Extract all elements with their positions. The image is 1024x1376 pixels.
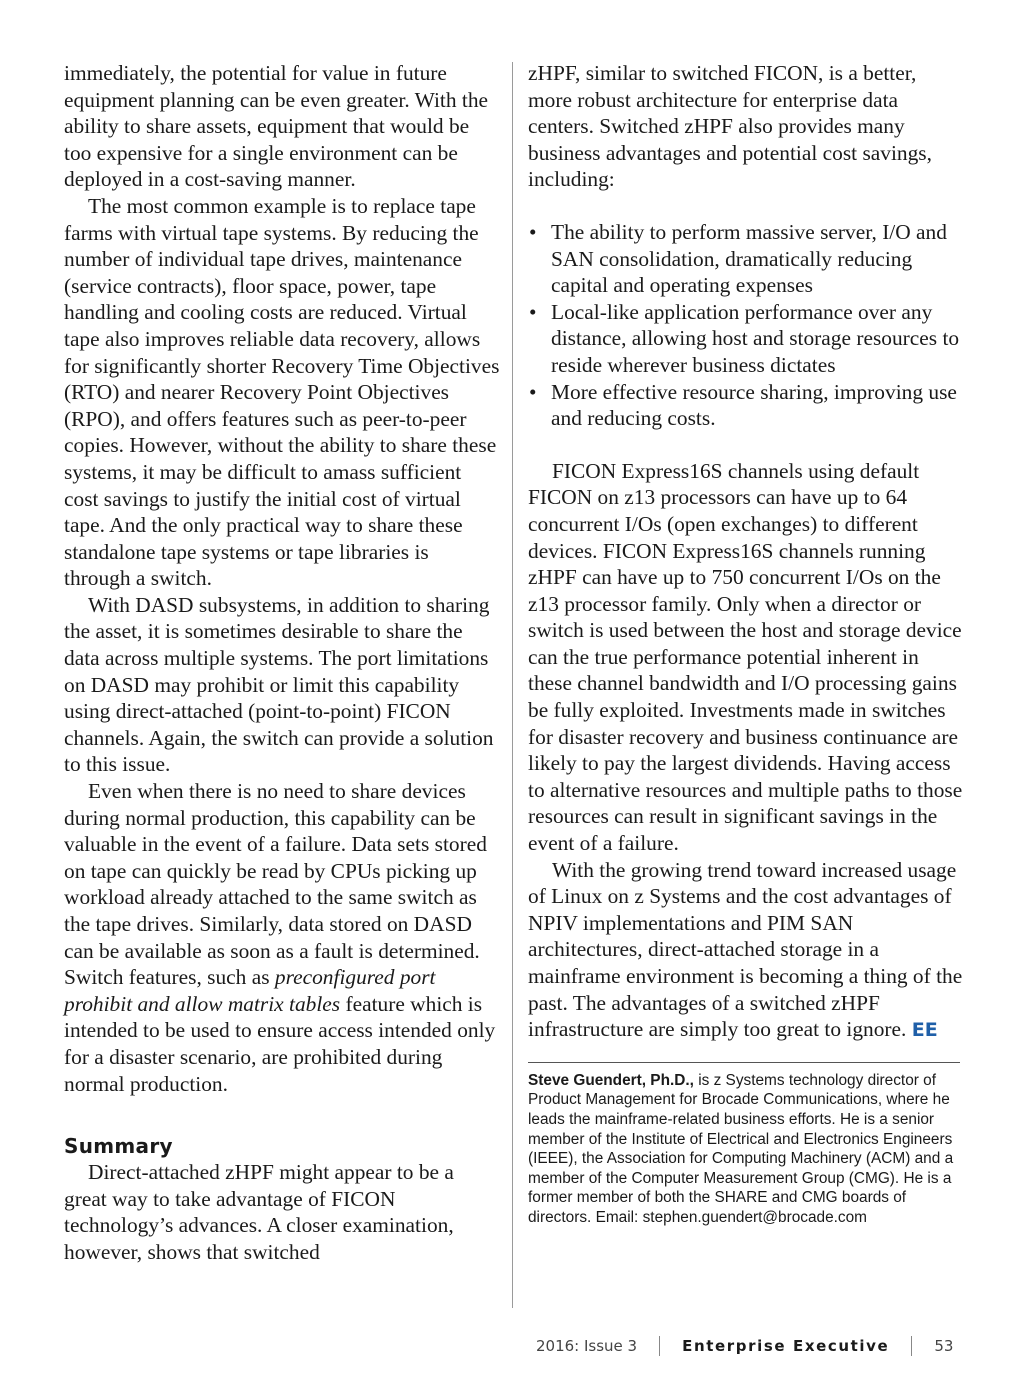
page-footer: [536, 1336, 966, 1356]
page-number: 53: [934, 1337, 954, 1355]
issue-label: 2016: Issue 3: [536, 1337, 638, 1355]
paragraph: immediately, the potential for value in future equipment planning can be even greater. With the ability to share assets, equipment that would be too expensive for a single environment can be deployed in a cost-saving manner.: [64, 61, 489, 192]
paragraph: FICON Express16S channels using default FICON on z13 processors can have up to 64 concurrent I/Os (open exchanges) to different devices. FICON Express16S channels running zHPF can have up to 750 concurrent I/Os on the z13 processor family. Only when a director or switch is used between the host and storage device can the true performance potential inherent in these channel bandwidth and I/O processing gains be fully exploited. Investments made in switches for disaster recovery and business continuance are likely to pay the largest dividends. Having access to alternative resources and multiple paths to those resources can result in significant savings in the event of a failure.: [528, 458, 963, 856]
paragraph: Direct-attached zHPF might appear to be a great way to take advantage of FICON technology’s advances. A closer examination, however, shows that switched: [64, 1160, 454, 1264]
paragraph: The most common example is to replace tape farms with virtual tape systems. By reducing the number of individual tape drives, maintenance (service contracts), floor space, power, tape handling and cooling costs are reduced. Virtual tape also improves reliable data recovery, allows for significantly shorter Recovery Time Objectives (RTO) and nearer Recovery Point Objectives (RPO), and offers features such as peer-to-peer copies. However, without the ability to share these systems, it may be difficult to amass sufficient cost savings to justify the initial cost of virtual tape. And the only practical way to share these standalone tape systems or tape libraries is through a switch.: [64, 193, 500, 591]
list-item: • The ability to perform massive server, I/O and SAN consolidation, dramatically reducing capital and operating expenses: [528, 219, 964, 299]
spacer: [528, 193, 964, 219]
text-span: Even when there is no need to share devices during normal production, this capability can be valuable in the event of a failure. Data sets stored on tape can quickly be read by CPUs picking up workload already attached to the same switch as the tape drives. Similarly, data stored on DASD can be available as soon as a fault is determined. Switch features, such as: [64, 779, 487, 990]
paragraph: With DASD subsystems, in addition to sharing the asset, it is sometimes desirable to share the data across multiple systems. The port limitations on DASD may prohibit or limit this capability using direct-attached (point-to-point) FICON channels. Again, the switch can provide a solution to this issue.: [64, 592, 494, 777]
author-bio-text: is z Systems technology director of Product Management for Brocade Communications, where he leads the mainframe-related business efforts. He is a senior member of the Institute of Electrical and Electronics Engineers (IEEE), the Association for Computing Machinery (ACM) and a member of the Computer Measurement Group (CMG). He is a former member of both the SHARE and CMG boards of directors. Email: stephen.guendert@brocade.com: [528, 1071, 954, 1226]
author-bio: [528, 1071, 964, 1228]
section-heading-summary: Summary: [64, 1134, 173, 1159]
bullet-list: [528, 219, 964, 432]
text-span: feature which is intended to be used to ensure access intended only for a disaster scenario, are prohibited during normal production.: [64, 991, 496, 1096]
paragraph: [64, 778, 500, 1097]
end-mark-icon: EE: [911, 1019, 938, 1042]
paragraph: [528, 857, 964, 1044]
italic-term: preconfigured port prohibit and allow matrix tables: [64, 965, 436, 1016]
list-item: • Local-like application performance over any distance, allowing host and storage resources to reside wherever business dictates: [528, 299, 964, 379]
spacer: [528, 432, 964, 458]
left-column: [64, 60, 500, 1266]
paragraph: zHPF, similar to switched FICON, is a better, more robust architecture for enterprise data centers. Switched zHPF also provides many business advantages and potential cost savings, including:: [528, 61, 932, 192]
bio-rule: [528, 1062, 960, 1063]
text-span: With the growing trend toward increased usage of Linux on z Systems and the cost advantages of NPIV implementations and PIM SAN architectures, direct-attached storage in a mainframe environment is becoming a thing of the past. The advantages of a switched zHPF infrastructure are simply too great to ignore.: [528, 857, 963, 1042]
column-divider: [512, 62, 513, 1308]
author-name: Steve Guendert, Ph.D.,: [528, 1071, 694, 1089]
list-item: • More effective resource sharing, improving use and reducing costs.: [528, 379, 964, 432]
magazine-title: Enterprise Executive: [682, 1337, 890, 1355]
footer-separator: [659, 1336, 660, 1356]
footer-separator: [911, 1336, 912, 1356]
right-column: [528, 60, 964, 1228]
